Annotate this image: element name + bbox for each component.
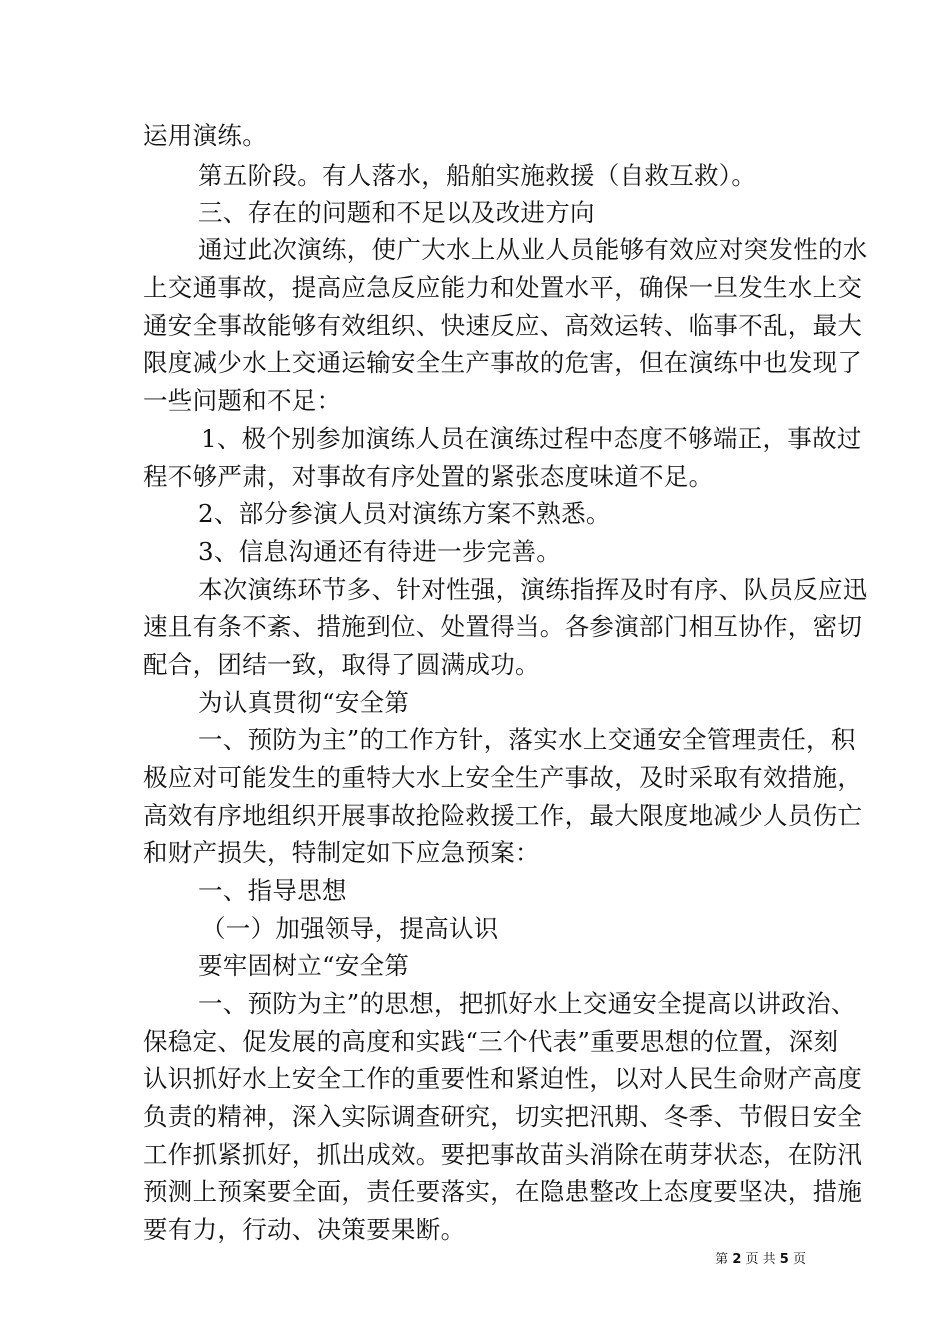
- text-line: 要牢固树立“安全第: [198, 951, 410, 980]
- text-line: 极应对可能发生的重特大水上安全生产事故，及时采取有效措施，: [143, 763, 863, 792]
- text-line: 为认真贯彻“安全第: [198, 688, 410, 717]
- section-heading: 三、存在的问题和不足以及改进方向: [198, 198, 595, 227]
- text-line: 和财产损失，特制定如下应急预案：: [143, 838, 540, 867]
- text-line: 通安全事故能够有效组织、快速反应、高效运转、临事不乱，最大: [143, 311, 863, 340]
- text-line: 工作抓紧抓好，抓出成效。要把事故苗头消除在萌芽状态，在防汛: [143, 1140, 863, 1169]
- text-line: 一些问题和不足：: [143, 386, 342, 415]
- text-line: 预测上预案要全面，责任要落实，在隐患整改上态度要坚决，措施: [143, 1177, 863, 1206]
- text-line: 配合，团结一致，取得了圆满成功。: [143, 650, 540, 679]
- text-line: 认识抓好水上安全工作的重要性和紧迫性，以对人民生命财产高度: [143, 1064, 863, 1093]
- list-item: 1、极个别参加演练人员在演练过程中态度不够端正，事故过: [201, 424, 862, 453]
- total-page-number: 5: [779, 1252, 789, 1267]
- text-line: 负责的精神，深入实际调查研究，切实把汛期、冬季、节假日安全: [143, 1102, 863, 1131]
- text-line: 速且有条不紊、措施到位、处置得当。各参演部门相互协作，密切: [143, 612, 863, 641]
- text-line: 本次演练环节多、针对性强，演练指挥及时有序、队员反应迅: [198, 575, 868, 604]
- text-line: 一、预防为主”的思想，把抓好水上交通安全提高以讲政治、: [198, 989, 856, 1018]
- text-line: 程不够严肃，对事故有序处置的紧张态度味道不足。: [143, 462, 714, 491]
- text-line: 高效有序地组织开展事故抢险救援工作，最大限度地减少人员伤亡: [143, 801, 863, 830]
- section-heading: 一、指导思想: [198, 876, 347, 905]
- text-line: 第五阶段。有人落水，船舶实施救援（自救互救）。: [198, 161, 757, 190]
- footer-suffix: 页: [792, 1252, 806, 1267]
- list-item: 3、信息沟通还有待进一步完善。: [198, 537, 562, 566]
- page-number-footer: [715, 1250, 806, 1270]
- text-line: 限度减少水上交通运输安全生产事故的危害，但在演练中也发现了: [143, 348, 863, 377]
- text-line: 要有力，行动、决策要果断。: [143, 1215, 466, 1244]
- text-line: 运用演练。: [143, 121, 267, 150]
- text-line: 一、预防为主”的工作方针，落实水上交通安全管理责任，积: [198, 725, 856, 754]
- text-line: 上交通事故，提高应急反应能力和处置水平，确保一旦发生水上交: [143, 273, 863, 302]
- footer-middle: 页 共: [745, 1252, 776, 1267]
- footer-prefix: 第: [715, 1252, 729, 1267]
- text-line: 保稳定、促发展的高度和实践“三个代表”重要思想的位置，深刻: [143, 1027, 839, 1056]
- text-line: 通过此次演练，使广大水上从业人员能够有效应对突发性的水: [198, 235, 868, 264]
- list-item: 2、部分参演人员对演练方案不熟悉。: [198, 499, 611, 528]
- subsection-heading: （一）加强领导，提高认识: [201, 914, 499, 943]
- current-page-number: 2: [732, 1252, 742, 1267]
